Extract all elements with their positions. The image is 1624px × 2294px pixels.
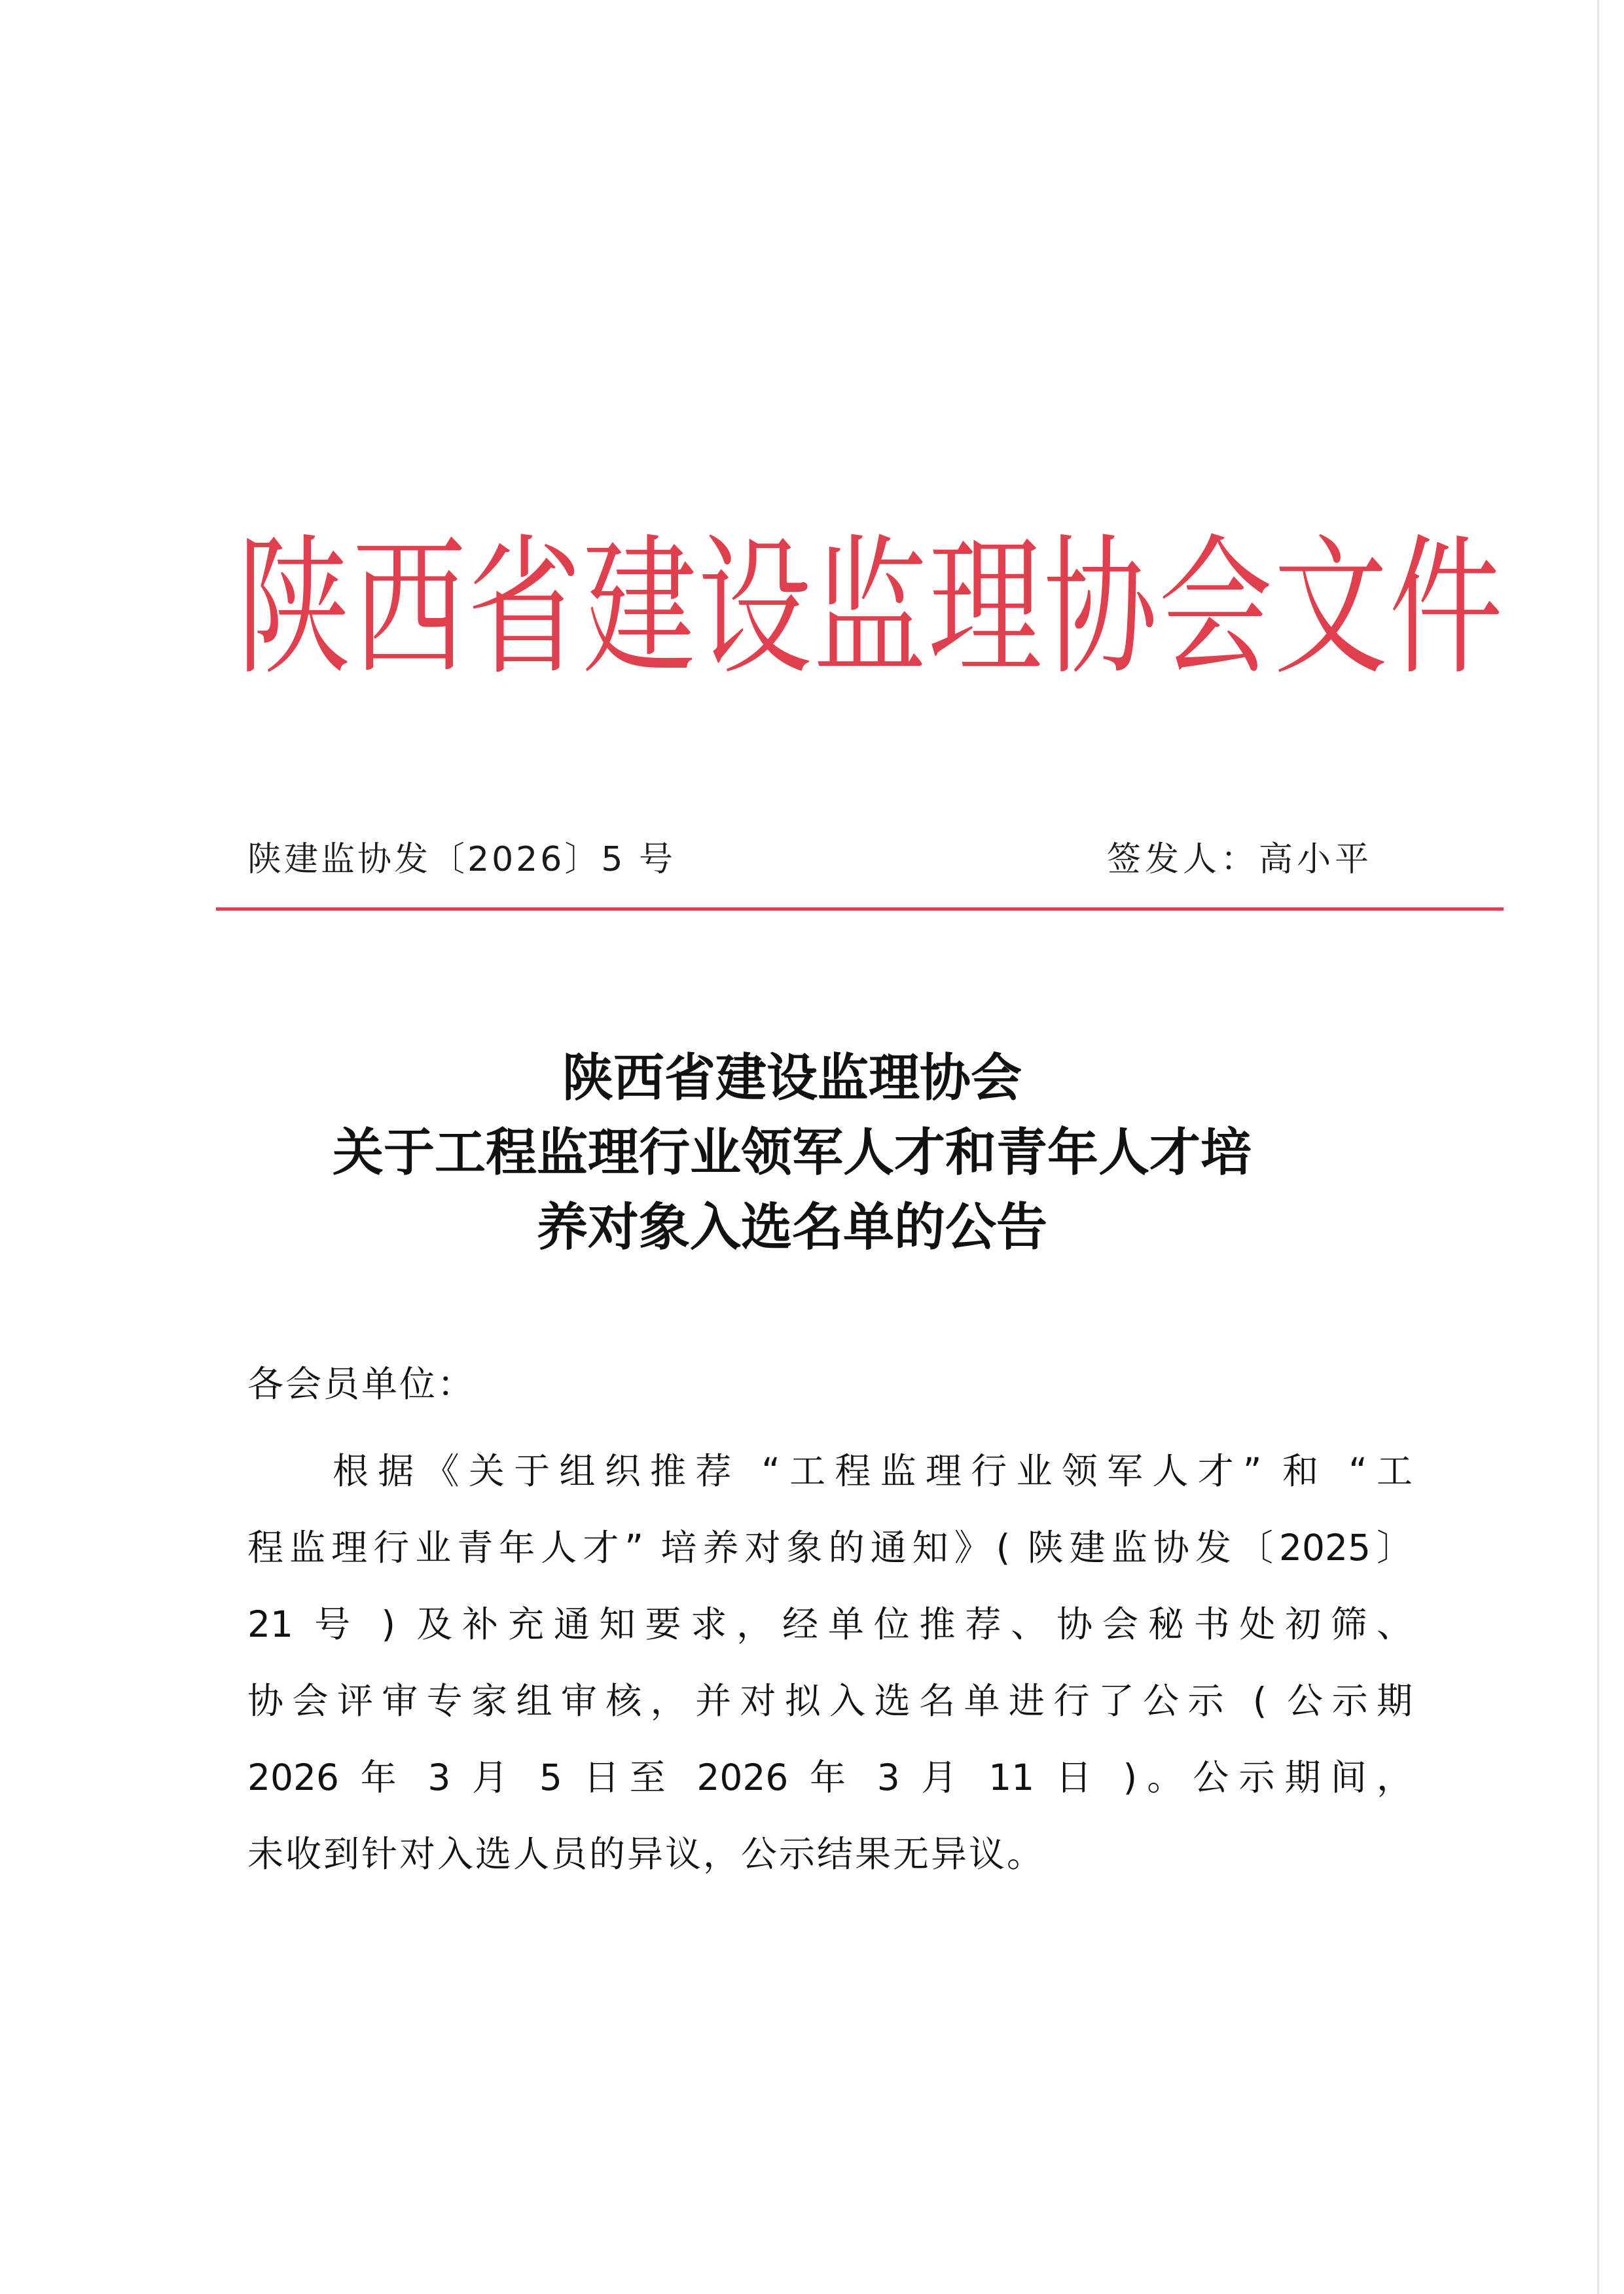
- body-line: 程监理行业青年人才” 培养对象的通知》( 陕建监协发〔2025〕: [247, 1527, 1413, 1569]
- notice-title-line: 养对象入选名单的公告: [536, 1197, 1047, 1257]
- notice-title: [196, 1041, 1388, 1265]
- letterhead-title: 陕西省建设监理协会文件: [237, 520, 1505, 697]
- notice-title-line: 关于工程监理行业领军人才和青年人才培: [332, 1123, 1252, 1182]
- document-number: 陕建监协发〔2026〕5 号: [247, 840, 676, 879]
- notice-title-line: 陕西省建设监理协会: [562, 1048, 1022, 1108]
- body-line: 协会评审专家组审核，并对拟入选名单进行了公示 ( 公示期: [247, 1680, 1413, 1722]
- body-line: 未收到针对入选人员的异议，公示结果无异议。: [247, 1833, 1045, 1875]
- salutation: 各会员单位：: [247, 1363, 476, 1405]
- page-edge: [1597, 0, 1599, 2294]
- body-line: 21 号 ) 及补充通知要求，经单位推荐、协会秘书处初筛、: [247, 1603, 1413, 1645]
- signer: 签发人：高小平: [1106, 840, 1373, 879]
- body-line: 2026 年 3 月 5 日至 2026 年 3 月 11 日 )。公示期间，: [247, 1757, 1413, 1798]
- body-line: 根据《关于组织推荐 “工程监理行业领军人才” 和 “工: [333, 1450, 1413, 1492]
- letterhead-divider: [216, 907, 1504, 911]
- notice-body: [247, 1433, 1413, 1893]
